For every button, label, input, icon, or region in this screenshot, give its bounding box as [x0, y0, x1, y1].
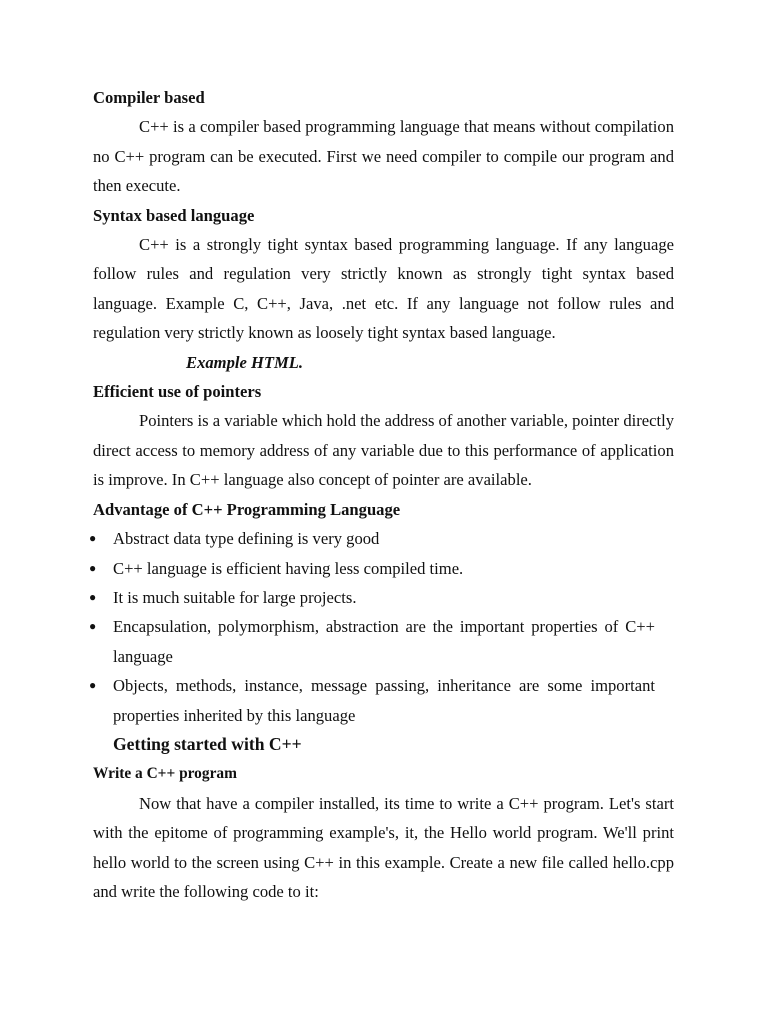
paragraph-syntax-based: C++ is a strongly tight syntax based programming language. If any language follow rules and regulation very strictly known as strongly tight syntax based language. Example C, C++, Java, .net etc. If any language not follow rules and regulation very strictly known as loosely tight syntax based language.	[93, 235, 674, 343]
list-item	[89, 583, 655, 612]
bullet-icon: ●	[89, 678, 97, 693]
heading-pointers: Efficient use of pointers	[93, 382, 262, 402]
bullet-icon: ●	[89, 531, 97, 546]
paragraph-compiler-based: C++ is a compiler based programming language that means without compilation no C++ program can be executed. First we need compiler to compile our program and then execute.	[93, 117, 674, 196]
paragraph-pointers: Pointers is a variable which hold the address of another variable, pointer directly direct access to memory address of any variable due to this performance of application is improve. In C++ language also concept of pointer are available.	[93, 411, 674, 490]
list-item	[89, 612, 655, 671]
heading-getting-started: Getting started with C++	[113, 733, 302, 754]
bullet-icon: ●	[89, 560, 97, 575]
list-item-text: Objects, methods, instance, message passing, inheritance are some important properties inherited by this language	[113, 676, 655, 725]
list-item-text: Encapsulation, polymorphism, abstraction are the important properties of C++ language	[113, 617, 655, 666]
heading-advantages: Advantage of C++ Programming Language	[93, 499, 401, 519]
list-item-text: It is much suitable for large projects.	[113, 587, 357, 607]
advantages-list	[89, 524, 655, 730]
heading-compiler-based: Compiler based	[93, 88, 205, 107]
subheading-write-program: Write a C++ program	[93, 765, 237, 783]
bullet-icon: ●	[89, 589, 97, 604]
paragraph-getting-started: Now that have a compiler installed, its time to write a C++ program. Let's start with the epitome of programming example's, it, the Hello world program. We'll print hello world to the screen using C++ in this example. Create a new file called hello.cpp and write the following code to it:	[93, 793, 674, 901]
document-body	[89, 83, 674, 906]
bullet-icon: ●	[89, 619, 97, 634]
list-item	[89, 671, 655, 730]
list-item	[89, 554, 655, 583]
heading-syntax-based: Syntax based language	[93, 205, 255, 225]
list-item-text: C++ language is efficient having less compiled time.	[113, 558, 464, 578]
list-item	[89, 524, 655, 553]
example-html-note: Example HTML.	[186, 352, 304, 372]
list-item-text: Abstract data type defining is very good	[113, 529, 380, 549]
